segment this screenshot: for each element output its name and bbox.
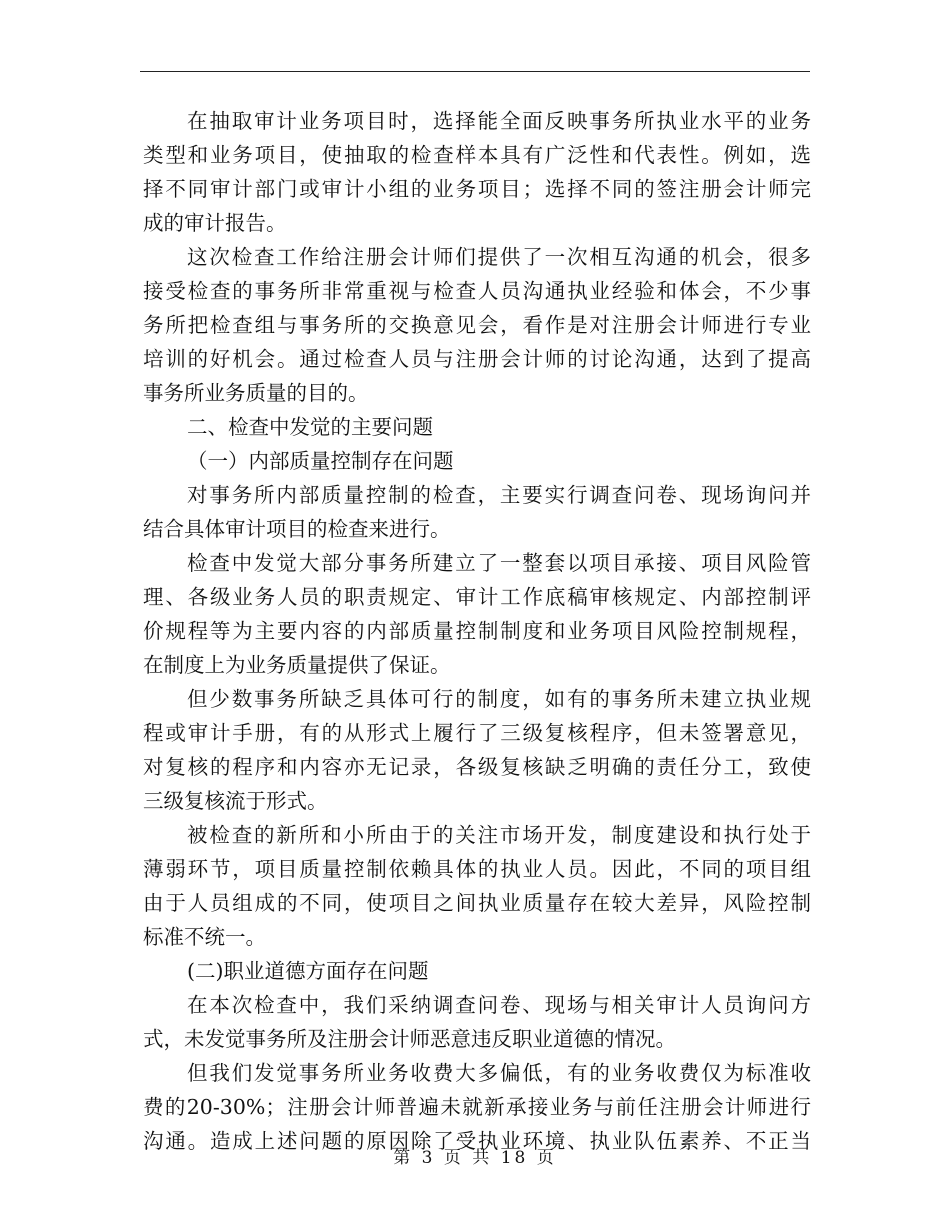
paragraph-line: 式，未发觉事务所及注册会计师恶意违反职业道德的情况。 <box>143 1027 676 1051</box>
section-heading: 二、检查中发觉的主要问题 <box>187 415 433 439</box>
paragraph-line: 这次检查工作给注册会计师们提供了一次相互沟通的机会，很多 <box>187 245 811 269</box>
paragraph-line: 沟通。造成上述问题的原因除了受执业环境、执业队伍素养、不正当 <box>143 1129 811 1153</box>
subsection-heading: （一）内部质量控制存在问题 <box>187 449 454 473</box>
paragraph-line: 类型和业务项目，使抽取的检查样本具有广泛性和代表性。例如，选 <box>143 143 811 167</box>
paragraph-line: 务所把检查组与事务所的交换意见会，看作是对注册会计师进行专业 <box>143 313 811 337</box>
paragraph-line: 薄弱环节，项目质量控制依赖具体的执业人员。因此，不同的项目组 <box>143 857 811 881</box>
page-number: 第 3 页 共 18 页 <box>393 1148 557 1168</box>
document-body <box>143 104 811 1158</box>
header-rule <box>140 71 810 72</box>
paragraph-line: 结合具体审计项目的检查来进行。 <box>143 517 451 541</box>
paragraph-line: 三级复核流于形式。 <box>143 789 328 813</box>
paragraph-line: 被检查的新所和小所由于的关注市场开发，制度建设和执行处于 <box>187 823 811 847</box>
paragraph-line: 检查中发觉大部分事务所建立了一整套以项目承接、项目风险管 <box>187 551 811 575</box>
paragraph-line: 培训的好机会。通过检查人员与注册会计师的讨论沟通，达到了提高 <box>143 347 811 371</box>
subsection-heading: (二)职业道德方面存在问题 <box>187 959 429 983</box>
paragraph-line: 成的审计报告。 <box>143 211 287 235</box>
paragraph-line: 标准不统一。 <box>143 925 266 949</box>
paragraph-line: 但我们发觉事务所业务收费大多偏低，有的业务收费仅为标准收 <box>187 1061 811 1085</box>
paragraph-line: 事务所业务质量的目的。 <box>143 381 369 405</box>
paragraph-line: 程或审计手册，有的从形式上履行了三级复核程序，但未签署意见， <box>143 721 811 745</box>
paragraph-line: 但少数事务所缺乏具体可行的制度，如有的事务所未建立执业规 <box>187 687 811 711</box>
paragraph-line: 价规程等为主要内容的内部质量控制制度和业务项目风险控制规程， <box>143 619 811 643</box>
paragraph-line: 在本次检查中，我们采纳调查问卷、现场与相关审计人员询问方 <box>187 993 811 1017</box>
paragraph-line: 对事务所内部质量控制的检查，主要实行调查问卷、现场询问并 <box>187 483 811 507</box>
paragraph-line: 对复核的程序和内容亦无记录，各级复核缺乏明确的责任分工，致使 <box>143 755 811 779</box>
paragraph-line: 择不同审计部门或审计小组的业务项目；选择不同的签注册会计师完 <box>143 177 811 201</box>
paragraph-line: 在抽取审计业务项目时，选择能全面反映事务所执业水平的业务 <box>187 109 811 133</box>
paragraph-line: 接受检查的事务所非常重视与检查人员沟通执业经验和体会，不少事 <box>143 279 811 303</box>
paragraph-line: 在制度上为业务质量提供了保证。 <box>143 653 451 677</box>
paragraph-line: 由于人员组成的不同，使项目之间执业质量存在较大差异，风险控制 <box>143 891 811 915</box>
paragraph-line: 理、各级业务人员的职责规定、审计工作底稿审核规定、内部控制评 <box>143 585 811 609</box>
paragraph-line: 费的20-30%；注册会计师普遍未就新承接业务与前任注册会计师进行 <box>143 1095 811 1119</box>
